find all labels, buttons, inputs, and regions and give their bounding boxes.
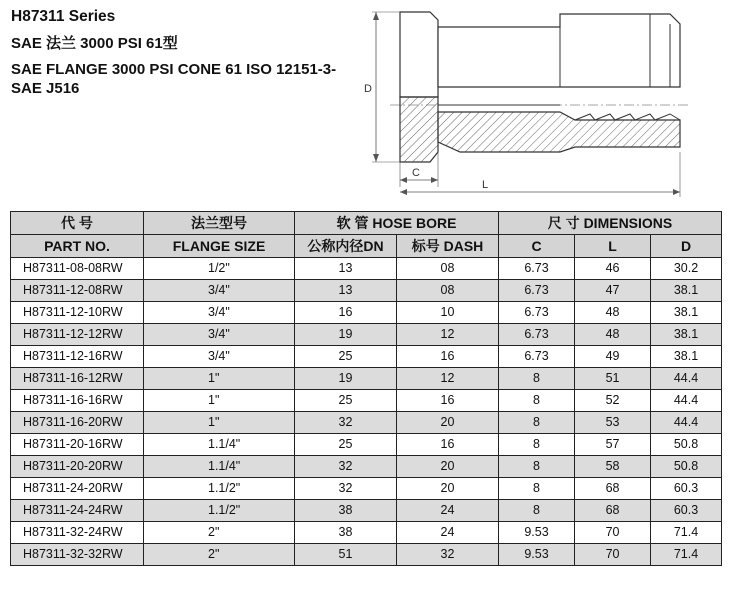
d-cell: 38.1 [651, 280, 722, 302]
l-cell: 57 [575, 434, 651, 456]
dash-cell: 08 [397, 258, 499, 280]
dash-cell: 32 [397, 544, 499, 566]
spec-table-body [11, 258, 722, 566]
subtitle-en-line1: SAE FLANGE 3000 PSI CONE 61 ISO 12151-3- [11, 61, 337, 78]
c-cell: 9.53 [499, 522, 575, 544]
c-cell: 8 [499, 456, 575, 478]
d-cell: 50.8 [651, 456, 722, 478]
part-no-cell: H87311-12-10RW [11, 302, 144, 324]
flange-size-cell: 1/2" [144, 258, 295, 280]
flange-size-cell: 1.1/2" [144, 478, 295, 500]
subtitle-en-line2: SAE J516 [11, 80, 80, 97]
part-no-cell: H87311-16-12RW [11, 368, 144, 390]
c-cell: 9.53 [499, 544, 575, 566]
table-row [11, 280, 722, 302]
label-c: C [412, 167, 420, 179]
part-no-cell: H87311-12-08RW [11, 280, 144, 302]
table-row [11, 500, 722, 522]
part-no-cell: H87311-24-24RW [11, 500, 144, 522]
dash-cell: 10 [397, 302, 499, 324]
part-no-cell: H87311-20-20RW [11, 456, 144, 478]
flange-size-cell: 1.1/2" [144, 500, 295, 522]
table-row [11, 522, 722, 544]
dash-cell: 24 [397, 522, 499, 544]
l-cell: 51 [575, 368, 651, 390]
series-title: H87311 Series [11, 8, 116, 25]
d-cell: 30.2 [651, 258, 722, 280]
l-cell: 68 [575, 478, 651, 500]
l-cell: 53 [575, 412, 651, 434]
c-cell: 6.73 [499, 302, 575, 324]
part-no-cell: H87311-24-20RW [11, 478, 144, 500]
c-cell: 8 [499, 500, 575, 522]
d-cell: 44.4 [651, 412, 722, 434]
table-row [11, 324, 722, 346]
dash-cell: 16 [397, 346, 499, 368]
fitting-drawing [360, 2, 695, 202]
dn-cell: 13 [295, 280, 397, 302]
flange-size-cell: 1" [144, 390, 295, 412]
part-no-cell: H87311-12-12RW [11, 324, 144, 346]
l-cell: 70 [575, 522, 651, 544]
flange-size-cell: 1.1/4" [144, 434, 295, 456]
table-row [11, 456, 722, 478]
d-cell: 38.1 [651, 346, 722, 368]
l-cell: 58 [575, 456, 651, 478]
label-d: D [364, 83, 372, 95]
c-cell: 8 [499, 412, 575, 434]
flange-size-cell: 3/4" [144, 302, 295, 324]
table-row [11, 544, 722, 566]
dash-cell: 12 [397, 324, 499, 346]
c-cell: 6.73 [499, 280, 575, 302]
c-cell: 6.73 [499, 258, 575, 280]
dash-cell: 20 [397, 478, 499, 500]
d-cell: 38.1 [651, 302, 722, 324]
part-no-cell: H87311-08-08RW [11, 258, 144, 280]
c-cell: 8 [499, 368, 575, 390]
c-cell: 6.73 [499, 346, 575, 368]
header-c: C [499, 235, 575, 258]
flange-size-cell: 1.1/4" [144, 456, 295, 478]
dn-cell: 25 [295, 346, 397, 368]
dn-cell: 19 [295, 324, 397, 346]
dn-cell: 25 [295, 434, 397, 456]
flange-size-cell: 2" [144, 522, 295, 544]
d-cell: 38.1 [651, 324, 722, 346]
dn-cell: 38 [295, 522, 397, 544]
part-no-cell: H87311-20-16RW [11, 434, 144, 456]
d-cell: 44.4 [651, 368, 722, 390]
dash-cell: 20 [397, 456, 499, 478]
table-row [11, 390, 722, 412]
table-row [11, 346, 722, 368]
dash-cell: 12 [397, 368, 499, 390]
l-cell: 47 [575, 280, 651, 302]
d-cell: 60.3 [651, 478, 722, 500]
dash-cell: 16 [397, 390, 499, 412]
header-flange-cn: 法兰型号 [144, 212, 295, 235]
header-d: D [651, 235, 722, 258]
part-no-cell: H87311-32-24RW [11, 522, 144, 544]
l-cell: 46 [575, 258, 651, 280]
dash-cell: 24 [397, 500, 499, 522]
l-cell: 48 [575, 324, 651, 346]
d-cell: 50.8 [651, 434, 722, 456]
c-cell: 8 [499, 478, 575, 500]
c-cell: 8 [499, 390, 575, 412]
flange-size-cell: 2" [144, 544, 295, 566]
dn-cell: 16 [295, 302, 397, 324]
dash-cell: 20 [397, 412, 499, 434]
header-dimensions: 尺 寸 DIMENSIONS [499, 212, 722, 235]
dash-cell: 08 [397, 280, 499, 302]
table-row [11, 478, 722, 500]
header-dn: 公称内径DN [295, 235, 397, 258]
dn-cell: 13 [295, 258, 397, 280]
dn-cell: 19 [295, 368, 397, 390]
header-l: L [575, 235, 651, 258]
d-cell: 44.4 [651, 390, 722, 412]
flange-size-cell: 3/4" [144, 346, 295, 368]
part-no-cell: H87311-12-16RW [11, 346, 144, 368]
dn-cell: 51 [295, 544, 397, 566]
l-cell: 49 [575, 346, 651, 368]
label-l: L [482, 179, 489, 191]
part-no-cell: H87311-32-32RW [11, 544, 144, 566]
flange-size-cell: 3/4" [144, 280, 295, 302]
dn-cell: 32 [295, 478, 397, 500]
header-hose-bore: 软 管 HOSE BORE [295, 212, 499, 235]
flange-body [400, 12, 438, 97]
l-cell: 52 [575, 390, 651, 412]
flange-size-cell: 1" [144, 412, 295, 434]
header-part-cn: 代 号 [11, 212, 144, 235]
table-row [11, 434, 722, 456]
flange-size-cell: 1" [144, 368, 295, 390]
dash-cell: 16 [397, 434, 499, 456]
subtitle-cn: SAE 法兰 3000 PSI 61型 [11, 35, 178, 52]
dn-cell: 32 [295, 456, 397, 478]
l-cell: 70 [575, 544, 651, 566]
table-row [11, 302, 722, 324]
d-cell: 71.4 [651, 544, 722, 566]
flange-size-cell: 3/4" [144, 324, 295, 346]
dn-cell: 25 [295, 390, 397, 412]
d-cell: 60.3 [651, 500, 722, 522]
table-row [11, 368, 722, 390]
header-flange-en: FLANGE SIZE [144, 235, 295, 258]
l-cell: 68 [575, 500, 651, 522]
dn-cell: 32 [295, 412, 397, 434]
part-no-cell: H87311-16-16RW [11, 390, 144, 412]
spec-table [10, 211, 722, 566]
table-row [11, 258, 722, 280]
flange-section [400, 97, 438, 162]
c-cell: 8 [499, 434, 575, 456]
dn-cell: 38 [295, 500, 397, 522]
header-part-en: PART NO. [11, 235, 144, 258]
d-cell: 71.4 [651, 522, 722, 544]
l-cell: 48 [575, 302, 651, 324]
header-dash: 标号 DASH [397, 235, 499, 258]
table-row [11, 412, 722, 434]
c-cell: 6.73 [499, 324, 575, 346]
part-no-cell: H87311-16-20RW [11, 412, 144, 434]
